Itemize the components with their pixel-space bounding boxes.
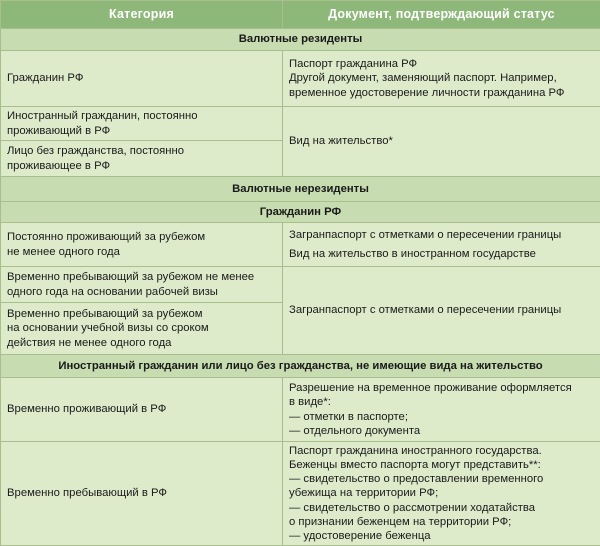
doc-line: в виде*: (289, 395, 594, 409)
section-foreigners-no-permit: Иностранный гражданин или лицо без гражданства, не имеющие вида на жительство (1, 355, 600, 378)
category-cell: Временно проживающий в РФ (1, 378, 283, 442)
doc-line: временное удостоверение личности гражданина РФ (289, 86, 594, 100)
doc-line: — удостоверение беженца (289, 529, 594, 543)
doc-line: — отметки в паспорте; (289, 410, 594, 424)
section-row (1, 177, 600, 202)
category-line: одного года на основании рабочей визы (7, 285, 276, 299)
doc-line: Разрешение на временное проживание оформляется (289, 381, 594, 395)
doc-line: о признании беженцем на территории РФ; (289, 515, 594, 529)
section-currency-nonresidents: Валютные нерезиденты (1, 177, 600, 202)
document-cell (283, 51, 600, 107)
category-cell: Гражданин РФ (1, 51, 283, 107)
table-header-row (1, 1, 600, 29)
doc-line: — свидетельство о предоставлении временного (289, 472, 594, 486)
doc-line: Загранпаспорт с отметками о пересечении границы (289, 228, 594, 242)
doc-line: Вид на жительство в иностранном государстве (289, 247, 594, 261)
document-cell-residence-permit: Вид на жительство* (283, 107, 600, 177)
doc-line: Паспорт гражданина РФ (289, 57, 594, 71)
category-cell (1, 223, 283, 267)
section-row (1, 29, 600, 51)
category-line: проживающее в РФ (7, 159, 276, 173)
category-line: Лицо без гражданства, постоянно (7, 144, 276, 158)
table-row (1, 51, 600, 107)
section-currency-residents: Валютные резиденты (1, 29, 600, 51)
category-line: Иностранный гражданин, постоянно (7, 109, 276, 123)
category-cell: Временно пребывающий в РФ (1, 442, 283, 546)
document-cell (283, 442, 600, 546)
section-rf-citizens: Гражданин РФ (1, 202, 600, 223)
category-line: проживающий в РФ (7, 124, 276, 138)
category-line: на основании учебной визы со сроком (7, 321, 276, 335)
category-line: Временно пребывающий за рубежом не менее (7, 270, 276, 284)
doc-line: Другой документ, заменяющий паспорт. Например, (289, 71, 594, 85)
doc-line: Беженцы вместо паспорта могут представить**: (289, 458, 594, 472)
table-row (1, 107, 600, 141)
category-line: Временно пребывающий за рубежом (7, 307, 276, 321)
document-cell (283, 378, 600, 442)
header-document: Документ, подтверждающий статус (283, 1, 600, 29)
doc-line: Паспорт гражданина иностранного государства. (289, 444, 594, 458)
category-cell (1, 303, 283, 355)
section-row (1, 202, 600, 223)
category-line: не менее одного года (7, 245, 276, 259)
table-row (1, 442, 600, 546)
doc-line: — свидетельство о рассмотрении ходатайства (289, 501, 594, 515)
doc-line: — отдельного документа (289, 424, 594, 438)
category-line: действия не менее одного года (7, 336, 276, 350)
table-row (1, 267, 600, 303)
document-cell-foreign-passport: Загранпаспорт с отметками о пересечении границы (283, 267, 600, 355)
header-category: Категория (1, 1, 283, 29)
doc-line: убежища на территории РФ; (289, 486, 594, 500)
category-cell (1, 141, 283, 177)
category-line: Постоянно проживающий за рубежом (7, 230, 276, 244)
table-row (1, 223, 600, 267)
section-row (1, 355, 600, 378)
category-cell (1, 107, 283, 141)
category-cell (1, 267, 283, 303)
document-cell (283, 223, 600, 267)
table-row (1, 378, 600, 442)
